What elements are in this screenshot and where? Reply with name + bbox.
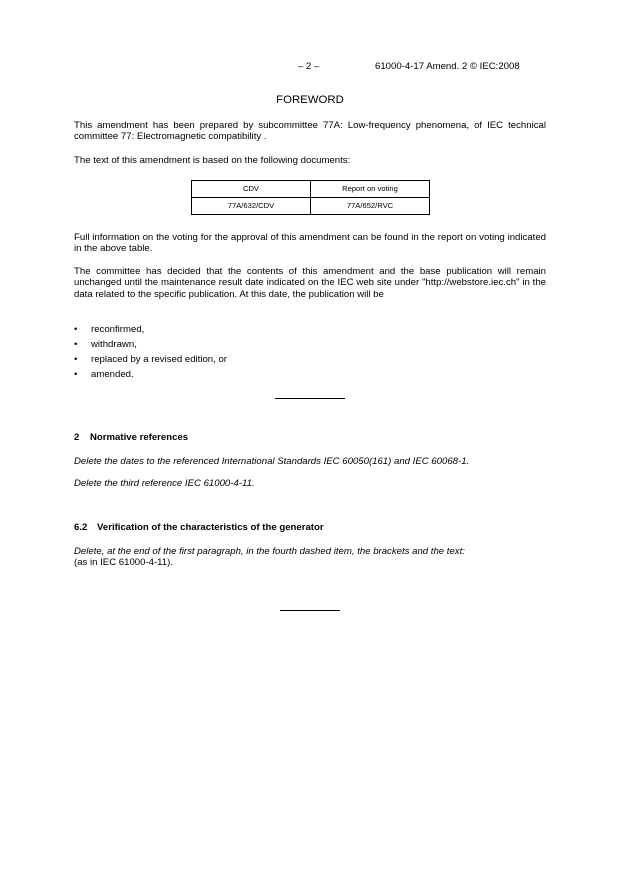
table-header-cdv: CDV	[192, 181, 311, 198]
foreword-paragraph-4: The committee has decided that the contents of this amendment and the base publication will remain unchanged until the maintenance result date indicated on the IEC web site under "http://webstore.iec.ch" in the data related to the specific publication. At this date, the publication will be	[74, 266, 546, 300]
foreword-paragraph-3: Full information on the voting for the approval of this amendment can be found in the report on voting indicated in the above table.	[74, 232, 546, 255]
section-2-heading: Normative references	[90, 432, 189, 443]
section-6-2-paragraph-plain: (as in IEC 61000-4-11).	[74, 557, 174, 568]
documents-table	[191, 180, 430, 215]
table-header-row	[192, 181, 430, 198]
foreword-title: FOREWORD	[276, 94, 344, 106]
end-separator-line	[280, 610, 340, 611]
bullet-icon: •	[74, 354, 78, 365]
section-2-paragraph-2: Delete the third reference IEC 61000-4-11.	[74, 478, 255, 489]
foreword-paragraph-2: The text of this amendment is based on the following documents:	[74, 155, 351, 166]
list-item-text: replaced by a revised edition, or	[91, 354, 227, 365]
bullet-icon: •	[74, 339, 78, 350]
bullet-icon: •	[74, 369, 78, 380]
foreword-paragraph-1: This amendment has been prepared by subcommittee 77A: Low-frequency phenomena, of IEC technical committee 77: Electromagnetic compatibility .	[74, 120, 546, 143]
list-item-text: reconfirmed,	[91, 324, 145, 335]
bullet-icon: •	[74, 324, 78, 335]
section-2-number: 2	[74, 432, 80, 443]
table-header-report-on-voting: Report on voting	[311, 181, 430, 198]
section-6-2-paragraph-italic: Delete, at the end of the first paragraph, in the fourth dashed item, the brackets and the text:	[74, 546, 465, 557]
table-cell-rvc: 77A/652/RVC	[311, 198, 430, 215]
list-item-text: amended.	[91, 369, 134, 380]
page-number: – 2 –	[298, 61, 320, 72]
section-6-2-number: 6.2	[74, 522, 88, 533]
document-identifier: 61000-4-17 Amend. 2 © IEC:2008	[375, 61, 520, 72]
section-6-2-heading: Verification of the characteristics of the generator	[97, 522, 324, 533]
table-cell-cdv: 77A/632/CDV	[192, 198, 311, 215]
list-item-text: withdrawn,	[91, 339, 137, 350]
foreword-separator-line	[275, 398, 345, 399]
table-row	[192, 198, 430, 215]
section-2-paragraph-1: Delete the dates to the referenced International Standards IEC 60050(161) and IEC 60068-1.	[74, 456, 470, 467]
